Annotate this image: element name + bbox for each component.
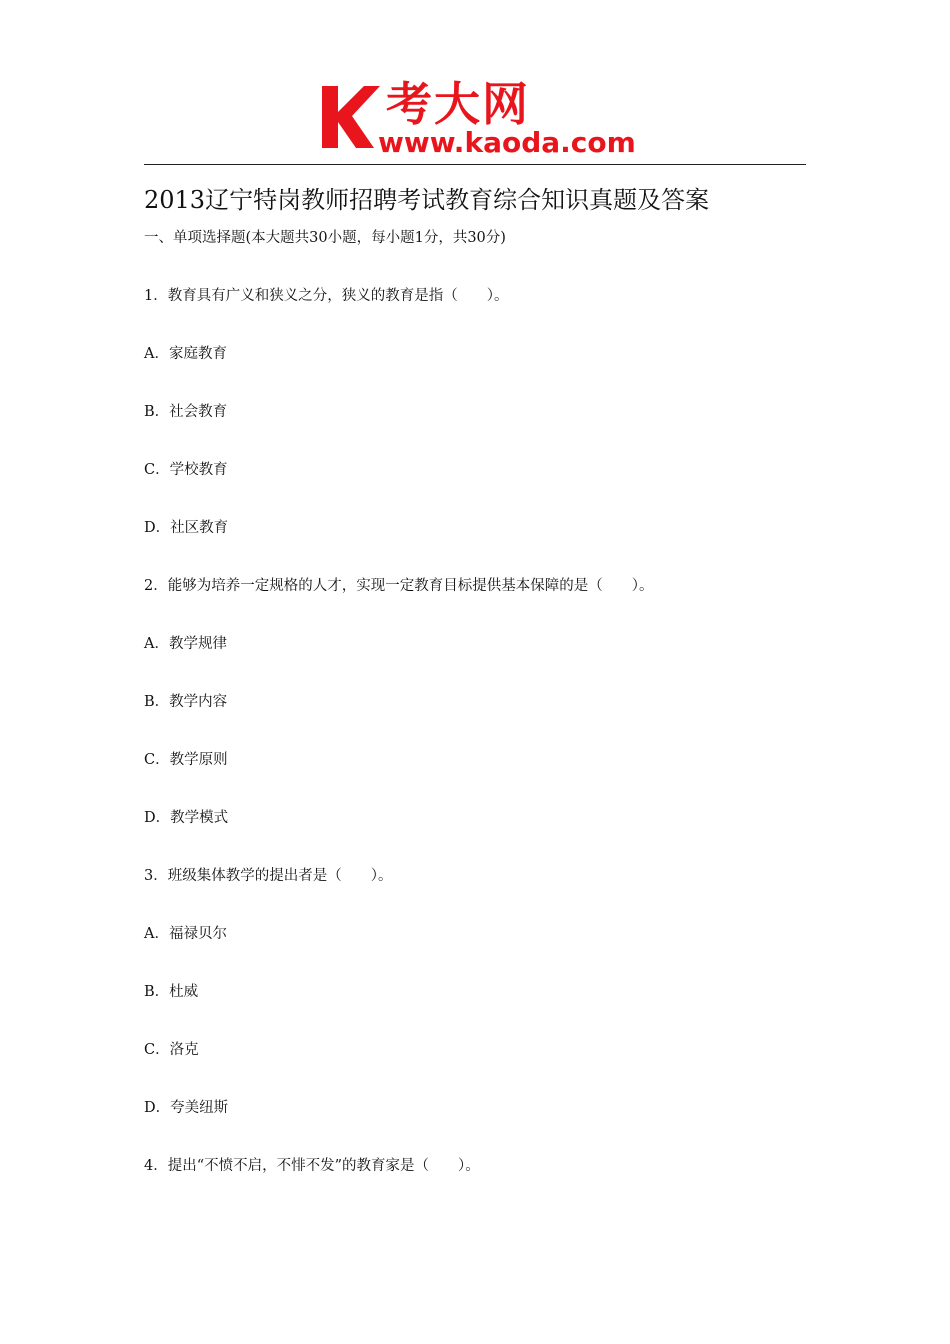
question-3-stem: 3．班级集体教学的提出者是（ ）。 <box>144 868 393 884</box>
question-2-option-b: B．教学内容 <box>144 694 228 710</box>
question-1-stem: 1．教育具有广义和狭义之分，狭义的教育是指（ ）。 <box>144 288 509 304</box>
question-2-option-a: A．教学规律 <box>144 636 227 652</box>
question-2-option-c: C．教学原则 <box>144 752 228 768</box>
question-1-option-d: D．社区教育 <box>144 520 229 536</box>
question-2-option-d: D．教学模式 <box>144 810 229 826</box>
question-3-option-c: C．洛克 <box>144 1042 199 1058</box>
logo-k-icon <box>318 82 382 152</box>
document-title: 2013辽宁特岗教师招聘考试教育综合知识真题及答案 <box>144 186 710 214</box>
question-1-option-a: A．家庭教育 <box>144 346 227 362</box>
question-1-option-b: B．社会教育 <box>144 404 228 420</box>
header-divider <box>144 164 806 165</box>
logo-chinese-name: 考大网 <box>386 77 530 131</box>
section-heading: 一、单项选择题(本大题共30小题，每小题1分，共30分) <box>144 230 506 246</box>
kaoda-logo <box>318 78 640 160</box>
question-1-option-c: C．学校教育 <box>144 462 228 478</box>
question-3-option-d: D．夸美纽斯 <box>144 1100 229 1116</box>
question-2-stem: 2．能够为培养一定规格的人才，实现一定教育目标提供基本保障的是（ ）。 <box>144 578 654 594</box>
question-3-option-a: A．福禄贝尔 <box>144 926 227 942</box>
question-3-option-b: B．杜威 <box>144 984 199 1000</box>
logo-website: www.kaoda.com <box>378 126 636 159</box>
question-4-stem: 4．提出“不愤不启，不悱不发”的教育家是（ ）。 <box>144 1158 480 1174</box>
